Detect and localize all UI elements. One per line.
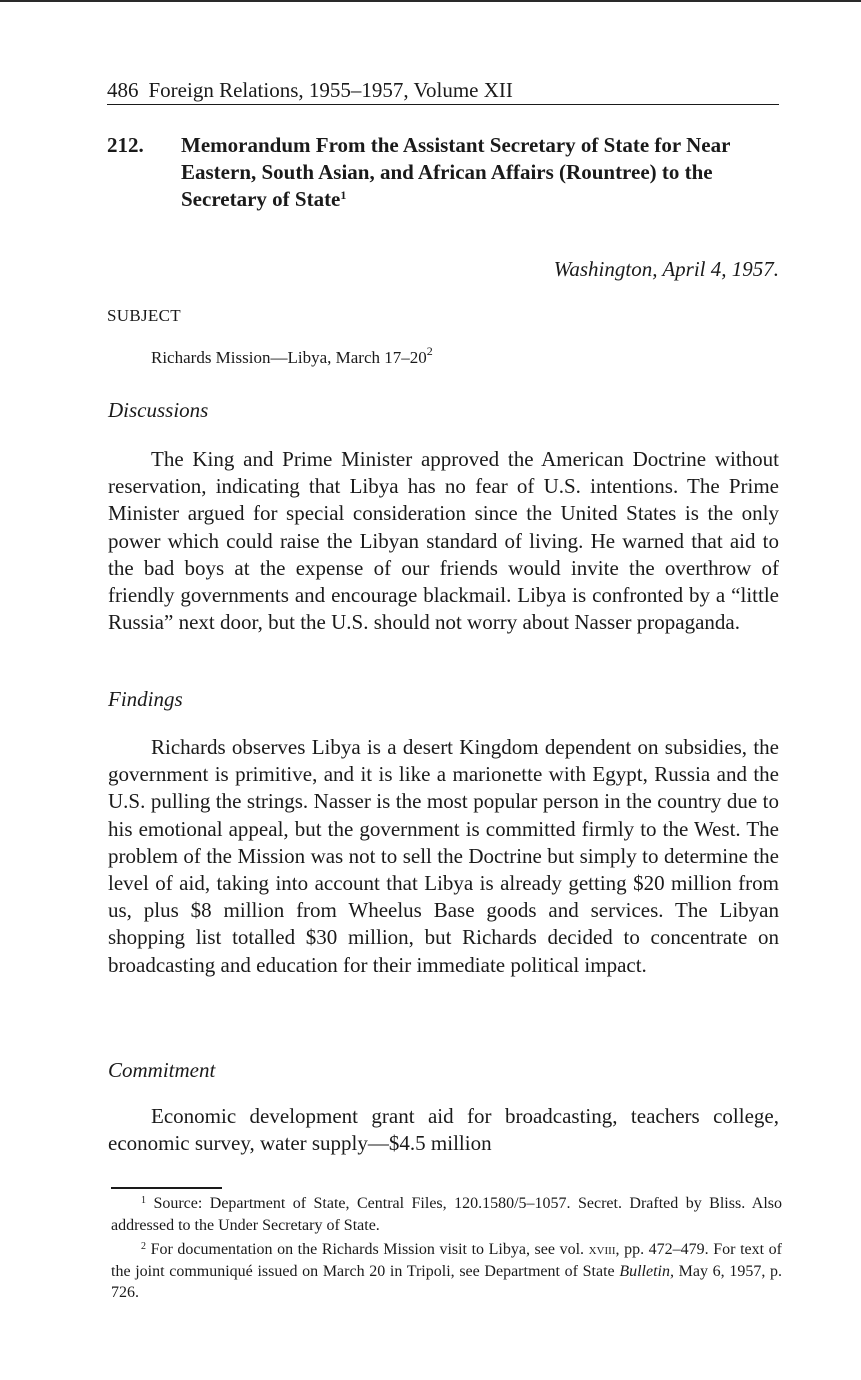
footnote-2-text-c: May 6, 1957, p. 726.: [111, 1262, 783, 1301]
document-title-text: Memorandum From the Assistant Secretary of State for Near Eastern, South Asian, and African Affairs (Rountree) to the Secretary of State: [181, 133, 731, 211]
footnote-1: [111, 1193, 782, 1236]
footnote-2-text-a: For documentation on the Richards Mission visit to Libya, see vol.: [150, 1241, 589, 1258]
footnote-2-text-b: , pp. 472–479. For text of the joint communiqué issued on March 20 in Tripoli, see Department of State: [111, 1241, 783, 1280]
footnote-2-bulletin: Bulletin,: [619, 1262, 674, 1280]
footnote-2: [111, 1239, 782, 1304]
footnote-2-mark: 2: [141, 1241, 146, 1252]
subject-text: [151, 344, 433, 368]
volume-title: Foreign Relations, 1955–1957, Volume XII: [148, 78, 513, 102]
footnote-1-mark: 1: [141, 1195, 146, 1206]
subject-text-content: Richards Mission—Libya, March 17–20: [151, 348, 427, 367]
running-head: [107, 76, 779, 105]
footnote-ref-1: 1: [340, 188, 347, 202]
top-border: [0, 0, 861, 2]
footnote-2-volume: xviii: [588, 1241, 616, 1258]
dateline: Washington, April 4, 1957.: [553, 257, 779, 281]
page-number: 486: [107, 78, 139, 102]
section-heading-findings: Findings: [108, 687, 183, 711]
document-title: [181, 132, 781, 213]
footnote-ref-2: 2: [426, 344, 433, 358]
section-text-commitment: Economic development grant aid for broadcasting, teachers college, economic survey, water supply—$4.5 million: [108, 1104, 779, 1156]
subject-label: SUBJECT: [107, 306, 181, 325]
section-text-discussions: The King and Prime Minister approved the American Doctrine without reservation, indicating that Libya has no fear of U.S. intentions. The Prime Minister argued for special consideration since the United States is the only power which could raise the Libyan standard of living. He warned that aid to the bad boys at the expense of our friends would invite the overthrow of friendly governments and encourage blackmail. Libya is confronted by a “little Russia” next door, but the U.S. should not worry about Nasser propaganda.: [108, 447, 779, 635]
document-number: 212.: [107, 133, 144, 157]
section-heading-discussions: Discussions: [108, 398, 209, 422]
footnote-rule: [111, 1187, 222, 1189]
section-text-findings: Richards observes Libya is a desert Kingdom dependent on subsidies, the government is primitive, and it is like a marionette with Egypt, Russia and the U.S. pulling the strings. Nasser is the most popular person in the country due to his emotional appeal, but the government is committed firmly to the West. The problem of the Mission was not to sell the Doctrine but simply to determine the level of aid, taking into account that Libya is already getting $20 million from us, plus $8 million from Wheelus Base goods and services. The Libyan shopping list totalled $30 million, but Richards decided to concentrate on broadcasting and education for their immediate political impact.: [108, 735, 779, 977]
section-heading-commitment: Commitment: [108, 1058, 216, 1082]
footnote-1-text: Source: Department of State, Central Files, 120.1580/5–1057. Secret. Drafted by Bliss. Also addressed to the Under Secretary of State.: [111, 1195, 782, 1234]
